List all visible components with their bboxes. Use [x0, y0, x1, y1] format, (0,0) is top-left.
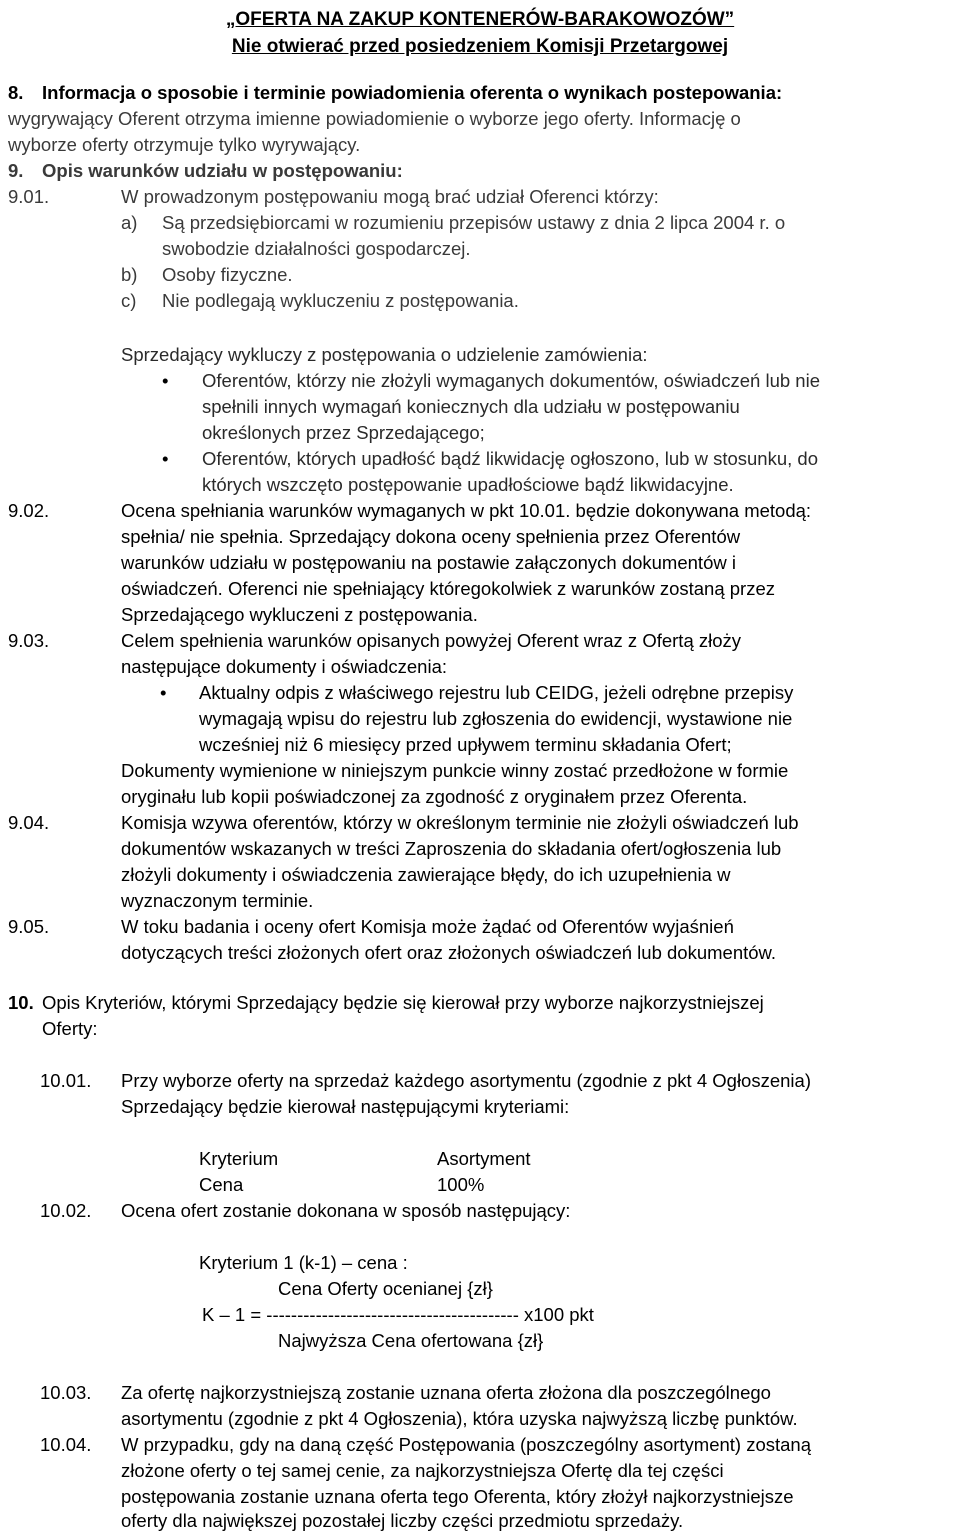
exclusion-1-line-2: spełnili innych wymagań koniecznych dla udziału w postępowaniu	[202, 396, 740, 417]
p901-number: 9.01.	[8, 186, 50, 207]
p1001-line-2: Sprzedający będzie kierował następującymi kryteriami:	[121, 1096, 570, 1117]
p904-line-1: Komisja wzywa oferentów, którzy w określonym terminie nie złożyli oświadczeń lub	[121, 812, 799, 833]
section-8-title: Informacja o sposobie i terminie powiadomienia oferenta o wynikach postepowania:	[42, 82, 783, 103]
header-line-1: „OFERTA NA ZAKUP KONTENERÓW-BARAKOWOZÓW”	[225, 9, 735, 30]
p1004-line-1: W przypadku, gdy na daną część Postępowania (poszczególny asortyment) zostaną	[121, 1434, 812, 1455]
exclusion-1-bullet-icon: •	[162, 370, 169, 391]
p902-line-5: Sprzedającego wykluczeni z postępowania.	[121, 604, 478, 625]
p903-bullet-line-3: wcześniej niż 6 miesięcy przed upływem terminu składania Ofert;	[199, 734, 732, 755]
p1004-number: 10.04.	[40, 1434, 92, 1455]
p905-line-1: W toku badania i oceny ofert Komisja może żądać od Oferentów wyjaśnień	[121, 916, 734, 937]
p902-line-4: oświadczeń. Oferenci nie spełniający któregokolwiek z warunków zostaną przez	[121, 578, 775, 599]
formula-numerator: Cena Oferty ocenianej {zł}	[278, 1278, 493, 1299]
p1002-line-1: Ocena ofert zostanie dokonana w sposób następujący:	[121, 1200, 571, 1221]
p901-a-line-1: Są przedsiębiorcami w rozumieniu przepisów ustawy z dnia 2 lipca 2004 r. o	[162, 212, 786, 233]
p902-line-2: spełnia/ nie spełnia. Sprzedający dokona oceny spełnienia przez Oferentów	[121, 526, 741, 547]
p904-number: 9.04.	[8, 812, 50, 833]
p903-bullet-line-2: wymagają wpisu do rejestru lub zgłoszenia do ewidencji, wystawione nie	[199, 708, 793, 729]
p902-line-3: warunków udziału w postępowaniu na postawie załączonych dokumentów i	[121, 552, 736, 573]
p903-docs-line-1: Dokumenty wymienione w niniejszym punkcie winny zostać przedłożone w formie	[121, 760, 789, 781]
p905-number: 9.05.	[8, 916, 50, 937]
p1002-number: 10.02.	[40, 1200, 92, 1221]
p901-b-label: b)	[121, 264, 138, 285]
p905-line-2: dotyczących treści złożonych ofert oraz złożonych oświadczeń lub dokumentów.	[121, 942, 777, 963]
criteria-value-criterion: Cena	[199, 1174, 244, 1195]
criteria-header-criterion: Kryterium	[199, 1148, 279, 1169]
section-10-line-1: Opis Kryteriów, którymi Sprzedający będzie się kierował przy wyborze najkorzystniejszej	[42, 992, 764, 1013]
header-line-2: Nie otwierać przed posiedzeniem Komisji Przetargowej	[231, 36, 729, 57]
p903-bullet-line-1: Aktualny odpis z właściwego rejestru lub CEIDG, jeżeli odrębne przepisy	[199, 682, 794, 703]
formula-denominator: Najwyższa Cena ofertowana {zł}	[278, 1330, 544, 1351]
exclusion-1-line-3: określonych przez Sprzedającego;	[202, 422, 485, 443]
p1003-line-2: asortymentu (zgodnie z pkt 4 Ogłoszenia), która uzyska najwyższą liczbę punktów.	[121, 1408, 798, 1429]
section-8-text-2: wyborze oferty otrzymuje tylko wyrywający.	[8, 134, 361, 155]
section-8-text-1	[8, 106, 741, 132]
p1004-line-4: oferty dla największej pozostałej liczby części przedmiotu sprzedaży.	[121, 1510, 684, 1531]
exclusion-2-bullet-icon: •	[162, 448, 169, 469]
p903-line-2: następujące dokumenty i oświadczenia:	[121, 656, 447, 677]
p903-number: 9.03.	[8, 630, 50, 651]
p1001-line-1: Przy wyborze oferty na sprzedaż każdego asortymentu (zgodnie z pkt 4 Ogłoszenia)	[121, 1070, 811, 1091]
section-9-number: 9.	[8, 160, 24, 181]
exclusion-2-line-1: Oferentów, których upadłość bądź likwidację ogłoszono, lub w stosunku, do	[202, 448, 818, 469]
p901-c-text: Nie podlegają wykluczeniu z postępowania.	[162, 290, 519, 311]
exclusion-intro: Sprzedający wykluczy z postępowania o udzielenie zamówienia:	[121, 344, 648, 365]
p904-line-4: wyznaczonym terminie.	[121, 890, 314, 911]
section-9-title: Opis warunków udziału w postępowaniu:	[42, 160, 403, 181]
criteria-header-assortment: Asortyment	[437, 1148, 531, 1169]
p1003-number: 10.03.	[40, 1382, 92, 1403]
p904-line-3: złożyli dokumenty i oświadczenia zawierające błędy, do ich uzupełnienia w	[121, 864, 731, 885]
p1004-line-2: złożone oferty o tej samej cenie, za najkorzystniejsza Ofertę dla tej części	[121, 1460, 724, 1481]
exclusion-2-line-2: których wszczęto postępowanie upadłościowe bądź likwidacyjne.	[202, 474, 734, 495]
formula-line: K – 1 = ----------------------------------------- x100 pkt	[202, 1304, 594, 1325]
p903-docs-line-2: oryginału lub kopii poświadczonej za zgodność z oryginałem przez Oferenta.	[121, 786, 748, 807]
exclusion-1-line-1: Oferentów, którzy nie złożyli wymaganych dokumentów, oświadczeń lub nie	[202, 370, 820, 391]
p902-line-1: Ocena spełniania warunków wymaganych w pkt 10.01. będzie dokonywana metodą:	[121, 500, 812, 521]
p904-line-2: dokumentów wskazanych w treści Zaproszenia do składania ofert/ogłoszenia lub	[121, 838, 782, 859]
p1003-line-1: Za ofertę najkorzystniejszą zostanie uznana oferta złożona dla poszczególnego	[121, 1382, 771, 1403]
p901-a-line-2: swobodzie działalności gospodarczej.	[162, 238, 471, 259]
p1001-number: 10.01.	[40, 1070, 92, 1091]
p1004-line-3: postępowania zostanie uznana oferta tego Oferenta, który złożył najkorzystniejsze	[121, 1486, 794, 1507]
formula-k1: Kryterium 1 (k-1) – cena :	[199, 1252, 408, 1273]
p902-number: 9.02.	[8, 500, 50, 521]
p901-a-label: a)	[121, 212, 138, 233]
p901-text: W prowadzonym postępowaniu mogą brać udział Oferenci którzy:	[121, 186, 659, 207]
section-10-line-2: Oferty:	[42, 1018, 98, 1039]
section-8-text-1a: wygrywający Oferent otrzyma imienne powiadomienie o wyborze jego oferty.	[8, 108, 634, 129]
criteria-value-assortment: 100%	[437, 1174, 485, 1195]
section-10-number: 10.	[8, 992, 34, 1013]
p903-line-1: Celem spełnienia warunków opisanych powyżej Oferent wraz z Ofertą złoży	[121, 630, 742, 651]
p903-bullet-icon: •	[160, 682, 167, 703]
p901-b-text: Osoby fizyczne.	[162, 264, 293, 285]
section-8-number: 8.	[8, 82, 24, 103]
section-8-text-1b: Informację o	[639, 108, 741, 129]
p901-c-label: c)	[121, 290, 137, 311]
